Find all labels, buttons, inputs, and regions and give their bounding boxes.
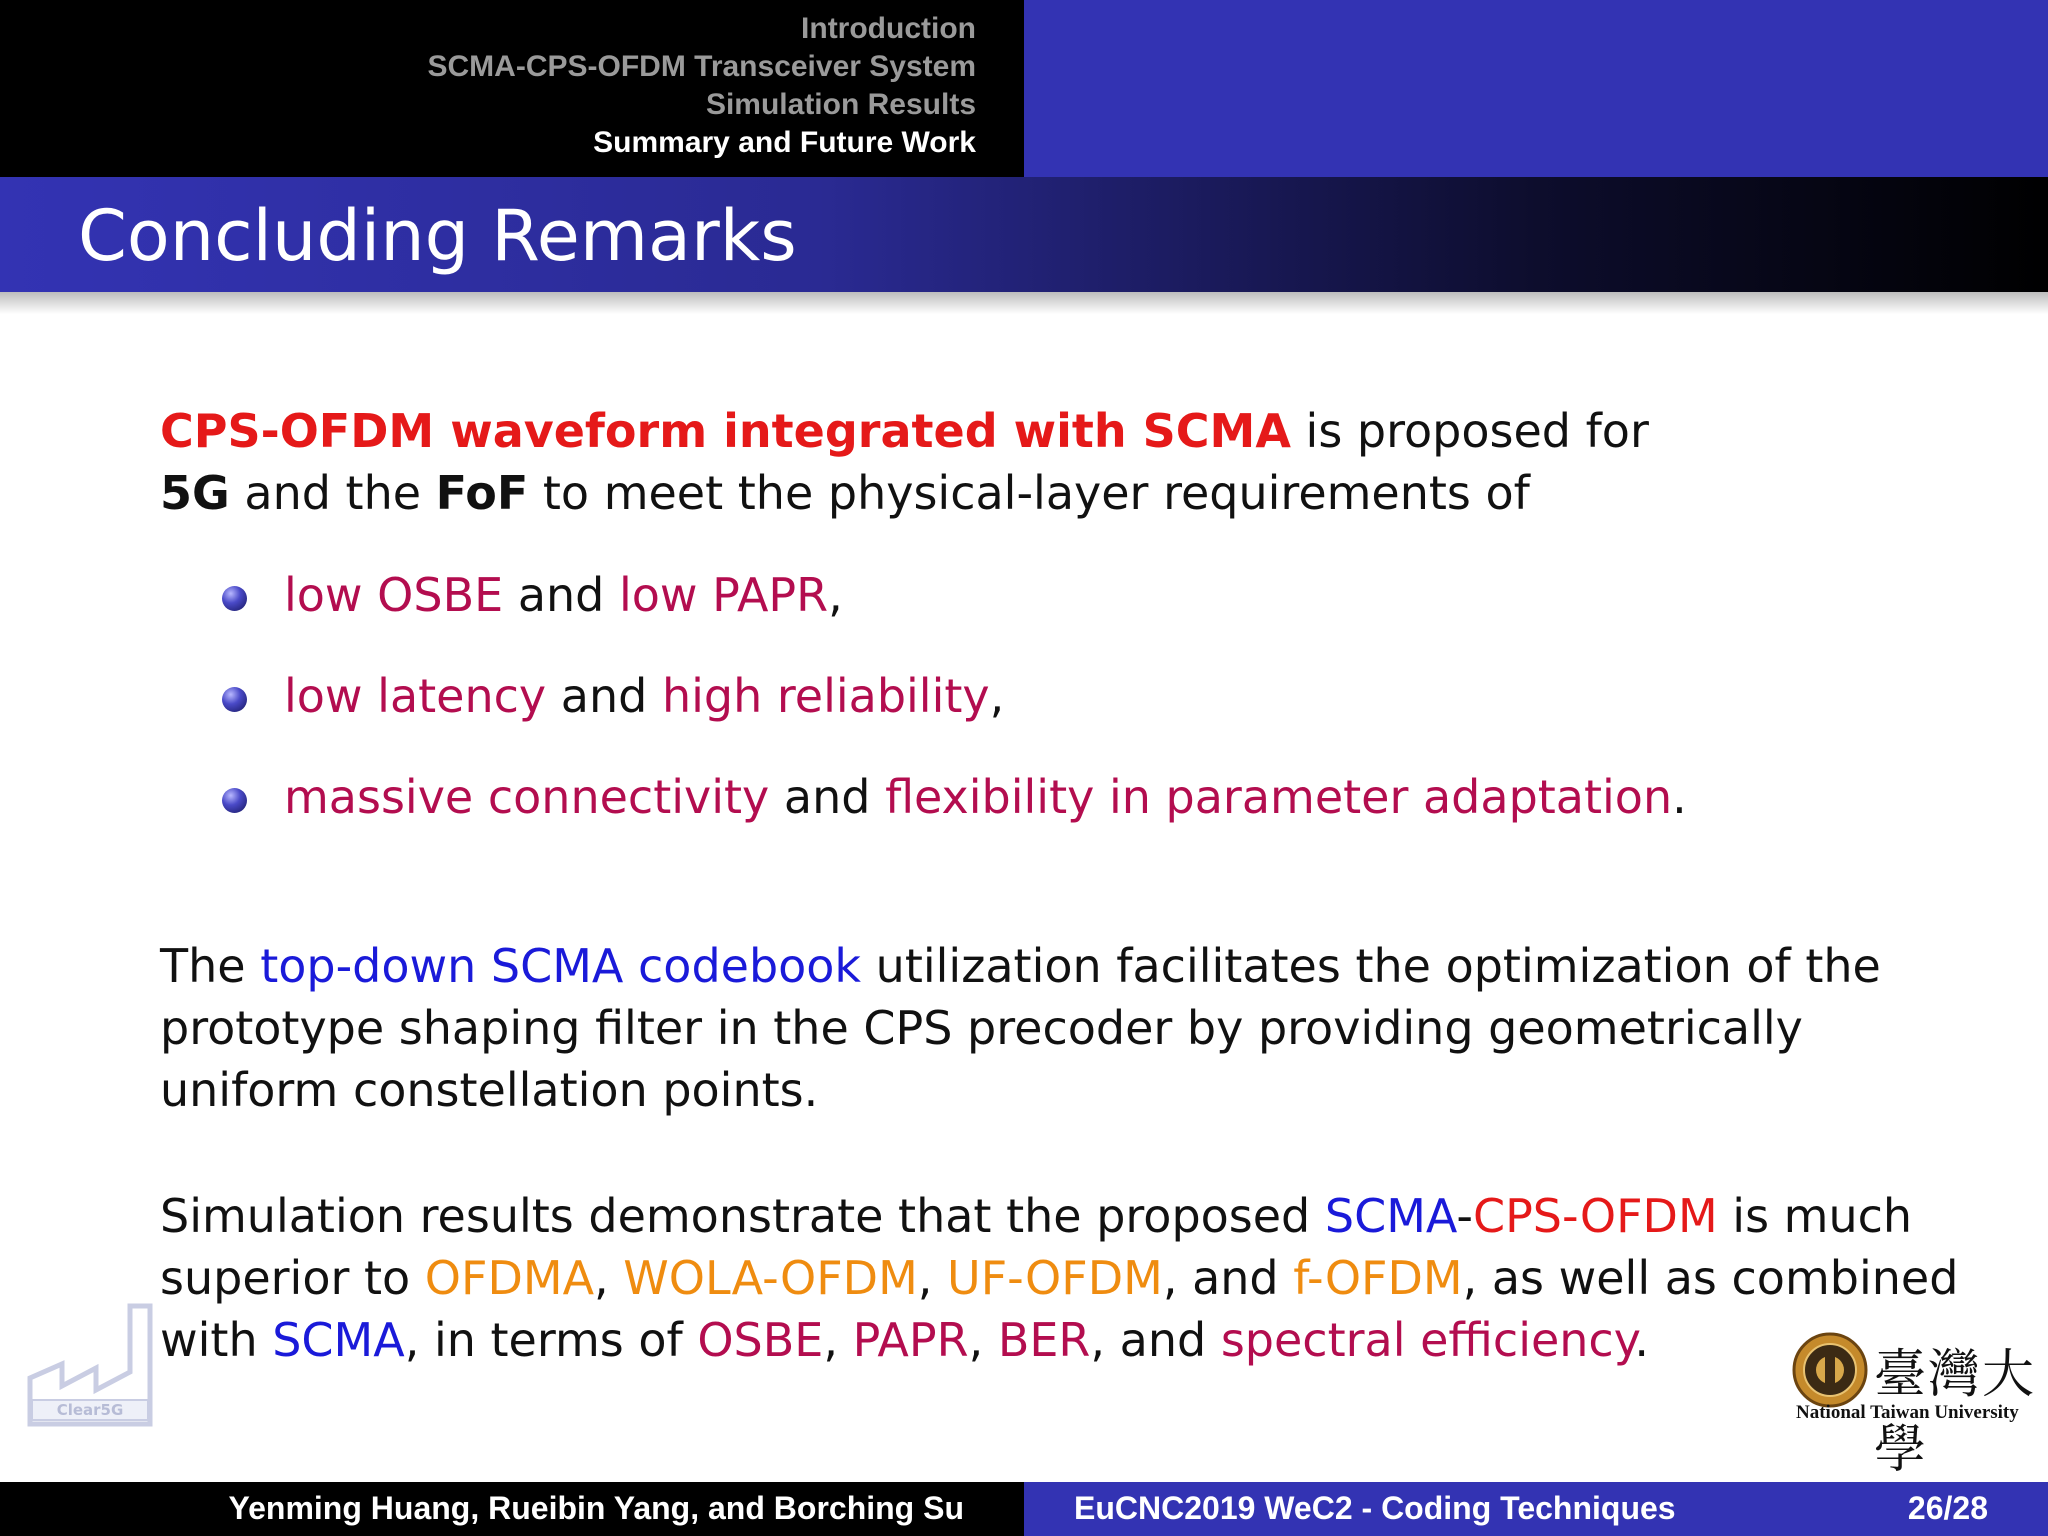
text-span: - — [1456, 1189, 1473, 1243]
section-link-introduction[interactable]: Introduction — [801, 12, 976, 45]
text-span: The — [160, 939, 261, 993]
text-span: , — [989, 669, 1005, 723]
ntu-seal-icon — [1792, 1332, 1868, 1408]
text-span: , and — [1090, 1313, 1221, 1367]
text-span: Simulation results demonstrate that the proposed — [160, 1189, 1325, 1243]
term-uf-ofdm: UF-OFDM — [947, 1251, 1163, 1305]
term-scma: SCMA — [1324, 1189, 1457, 1243]
text-span: , — [823, 1313, 853, 1367]
text-span: and — [546, 669, 662, 723]
bullet-ball-icon — [222, 687, 247, 712]
term-ofdma: OFDMA — [424, 1251, 595, 1305]
section-link-summary[interactable]: Summary and Future Work — [593, 126, 976, 159]
text-span: , — [917, 1251, 948, 1305]
requirements-list — [222, 565, 1687, 868]
text-span: to meet the physical-layer requirements of — [528, 466, 1530, 520]
term-top-down-codebook: top-down SCMA codebook — [260, 939, 862, 993]
text-span: is much superior to — [160, 1189, 1913, 1305]
intro-paragraph — [160, 400, 1960, 524]
header-nav-panel — [0, 0, 1024, 177]
term-ber: BER — [997, 1313, 1091, 1367]
simulation-paragraph — [160, 1185, 1960, 1371]
footer-conference: EuCNC2019 WeC2 - Coding Techniques — [1074, 1490, 1676, 1526]
term-low-papr: low PAPR — [619, 568, 829, 622]
term-low-osbe: low OSBE — [284, 568, 504, 622]
section-link-simulation[interactable]: Simulation Results — [705, 88, 976, 121]
text-span: , — [594, 1251, 624, 1305]
text-span: and the — [229, 466, 436, 520]
text-span: , — [828, 568, 843, 622]
text-span: and — [503, 568, 619, 622]
footer-authors-panel — [0, 1482, 1024, 1536]
term-scma: SCMA — [272, 1313, 405, 1367]
term-wola-ofdm: WOLA-OFDM — [623, 1251, 918, 1305]
term-flexibility: flexibility in parameter adaptation — [885, 770, 1673, 824]
term-f-ofdm: f-OFDM — [1293, 1251, 1463, 1305]
text-span: is proposed for — [1290, 404, 1649, 458]
section-nav — [428, 10, 977, 162]
term-cps-ofdm: CPS-OFDM — [1472, 1189, 1718, 1243]
text-span: , in terms of — [404, 1313, 698, 1367]
footer-authors: Yenming Huang, Rueibin Yang, and Borching Su — [228, 1490, 964, 1526]
term-massive-connectivity: massive connectivity — [284, 770, 770, 824]
list-item — [222, 565, 1687, 666]
term-fof: FoF — [435, 466, 529, 520]
term-osbe: OSBE — [697, 1313, 824, 1367]
text-span: . — [1672, 770, 1687, 824]
bullet-ball-icon — [222, 788, 247, 813]
text-span: , and — [1162, 1251, 1294, 1305]
list-item — [222, 666, 1687, 767]
footer-conference-panel — [1024, 1482, 2048, 1536]
term-spectral-efficiency: spectral efficiency — [1220, 1313, 1635, 1367]
ntu-english-name: National Taiwan University — [1796, 1402, 2019, 1423]
text-span: utilization facilitates the optimization of the prototype shaping filter in the CPS precoder by providing geometrically uniform constellation points. — [160, 939, 1881, 1117]
highlight-proposal: CPS-OFDM waveform integrated with SCMA — [160, 404, 1291, 458]
term-high-reliability: high reliability — [661, 669, 990, 723]
text-span: , — [968, 1313, 998, 1367]
bullet-ball-icon — [222, 586, 247, 611]
list-item — [222, 767, 1687, 868]
term-papr: PAPR — [852, 1313, 969, 1367]
term-5g: 5G — [160, 466, 230, 520]
slide-title: Concluding Remarks — [78, 195, 797, 277]
ntu-chinese-name: 臺灣大學 — [1874, 1345, 2037, 1480]
title-bar — [0, 177, 2048, 292]
text-span: , as well as combined with — [160, 1251, 1959, 1367]
clear5g-logo-text: Clear5G — [56, 1401, 124, 1419]
text-span: . — [1634, 1313, 1650, 1367]
clear5g-logo-icon — [26, 1300, 166, 1428]
text-span: and — [769, 770, 886, 824]
header-blank-panel — [1024, 0, 2048, 177]
term-low-latency: low latency — [284, 669, 547, 723]
codebook-paragraph — [160, 935, 1960, 1121]
section-link-transceiver[interactable]: SCMA-CPS-OFDM Transceiver System — [427, 50, 976, 83]
page-number: 26/28 — [1907, 1490, 1988, 1526]
title-shadow — [0, 292, 2048, 314]
